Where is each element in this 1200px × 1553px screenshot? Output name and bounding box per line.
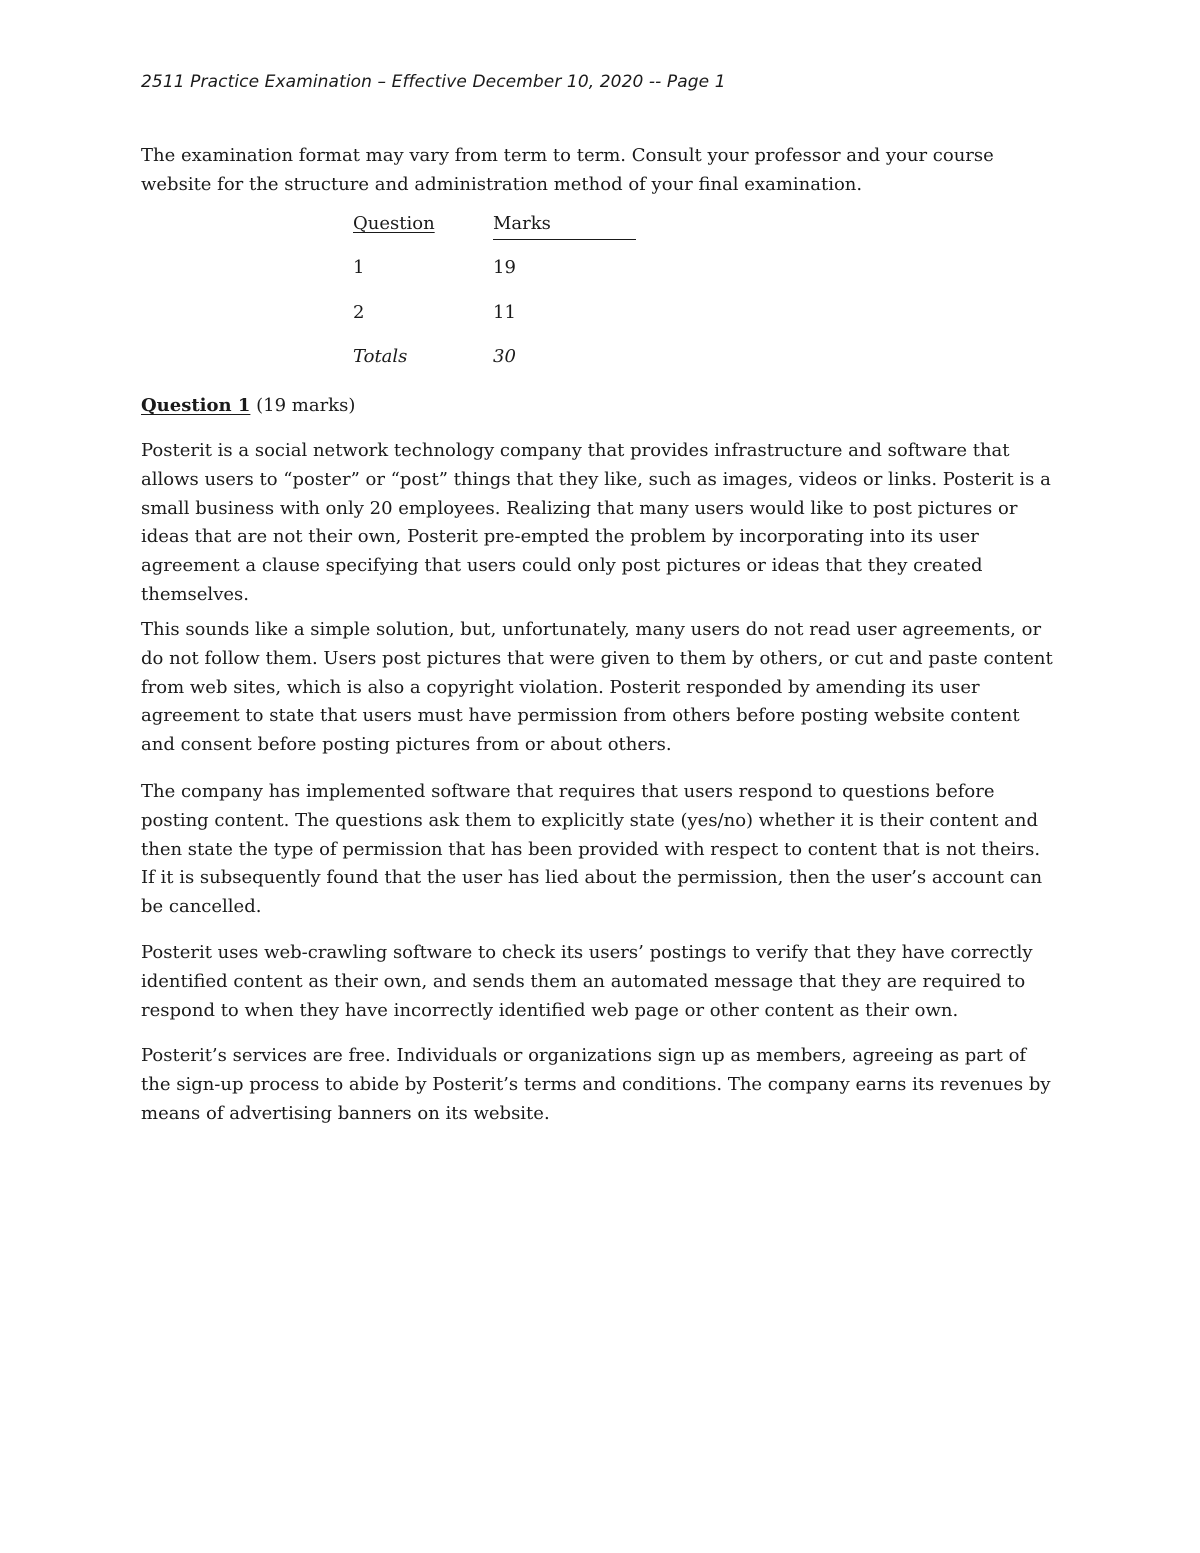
marks-table xyxy=(353,213,636,391)
question-1-title: Question 1 xyxy=(141,395,251,416)
question-1-paragraph-2: This sounds like a simple solution, but, unfortunately, many users do not read user agreements, or do not follow them. Users post pictures that were given to them by others, or cut and paste content from web sites, which is also a copyright violation. Posterit responded by amending its user agreement to state that users must have permission from others before posting website content and consent before posting pictures from or about others. xyxy=(141,619,1053,756)
totals-row xyxy=(353,346,636,391)
question-1-paragraph-5: Posterit’s services are free. Individuals or organizations sign up as members, agreeing as part of the sign-up process to abide by Posterit’s terms and conditions. The company earns its revenues by means of advertising banners on its website. xyxy=(141,1045,1051,1124)
question-1-paragraph-1: Posterit is a social network technology company that provides infrastructure and software that allows users to “poster” or “post” things that they like, such as images, videos or links. Posterit is a small business with only 20 employees. Realizing that many users would like to post pictures or ideas that are not their own, Posterit pre-empted the problem by incorporating into its user agreement a clause specifying that users could only post pictures or ideas that they created themselves. xyxy=(141,440,1051,605)
marks-value-cell: 11 xyxy=(493,301,516,323)
table-row xyxy=(353,302,636,347)
question-1-paragraph-3: The company has implemented software that requires that users respond to questions before posting content. The questions ask them to explicitly state (yes/no) whether it is their content and then state the type of permission that has been provided with respect to content that is not theirs. If it is subsequently found that the user has lied about the permission, then the user’s account can be cancelled. xyxy=(141,781,1043,918)
table-row xyxy=(353,257,636,302)
question-number-cell: 2 xyxy=(353,301,365,323)
marks-table-header-row xyxy=(353,213,636,257)
question-1-paragraph-4: Posterit uses web-crawling software to check its users’ postings to verify that they have correctly identified content as their own, and sends them an automated message that they are required to respond to when they have incorrectly identified web page or other content as their own. xyxy=(141,942,1033,1021)
marks-value-cell: 19 xyxy=(493,257,516,278)
question-number-cell: 1 xyxy=(353,257,365,278)
question-1-heading xyxy=(141,395,355,416)
question-1-marks: (19 marks) xyxy=(256,395,356,416)
totals-value-cell: 30 xyxy=(493,346,516,367)
page-header: 2511 Practice Examination – Effective December 10, 2020 -- Page 1 xyxy=(141,72,726,92)
totals-label-cell: Totals xyxy=(353,346,408,367)
marks-column-header: Marks xyxy=(493,213,636,257)
intro-paragraph: The examination format may vary from term to term. Consult your professor and your course website for the structure and administration method of your final examination. xyxy=(141,145,994,195)
question-column-header: Question xyxy=(353,213,435,234)
